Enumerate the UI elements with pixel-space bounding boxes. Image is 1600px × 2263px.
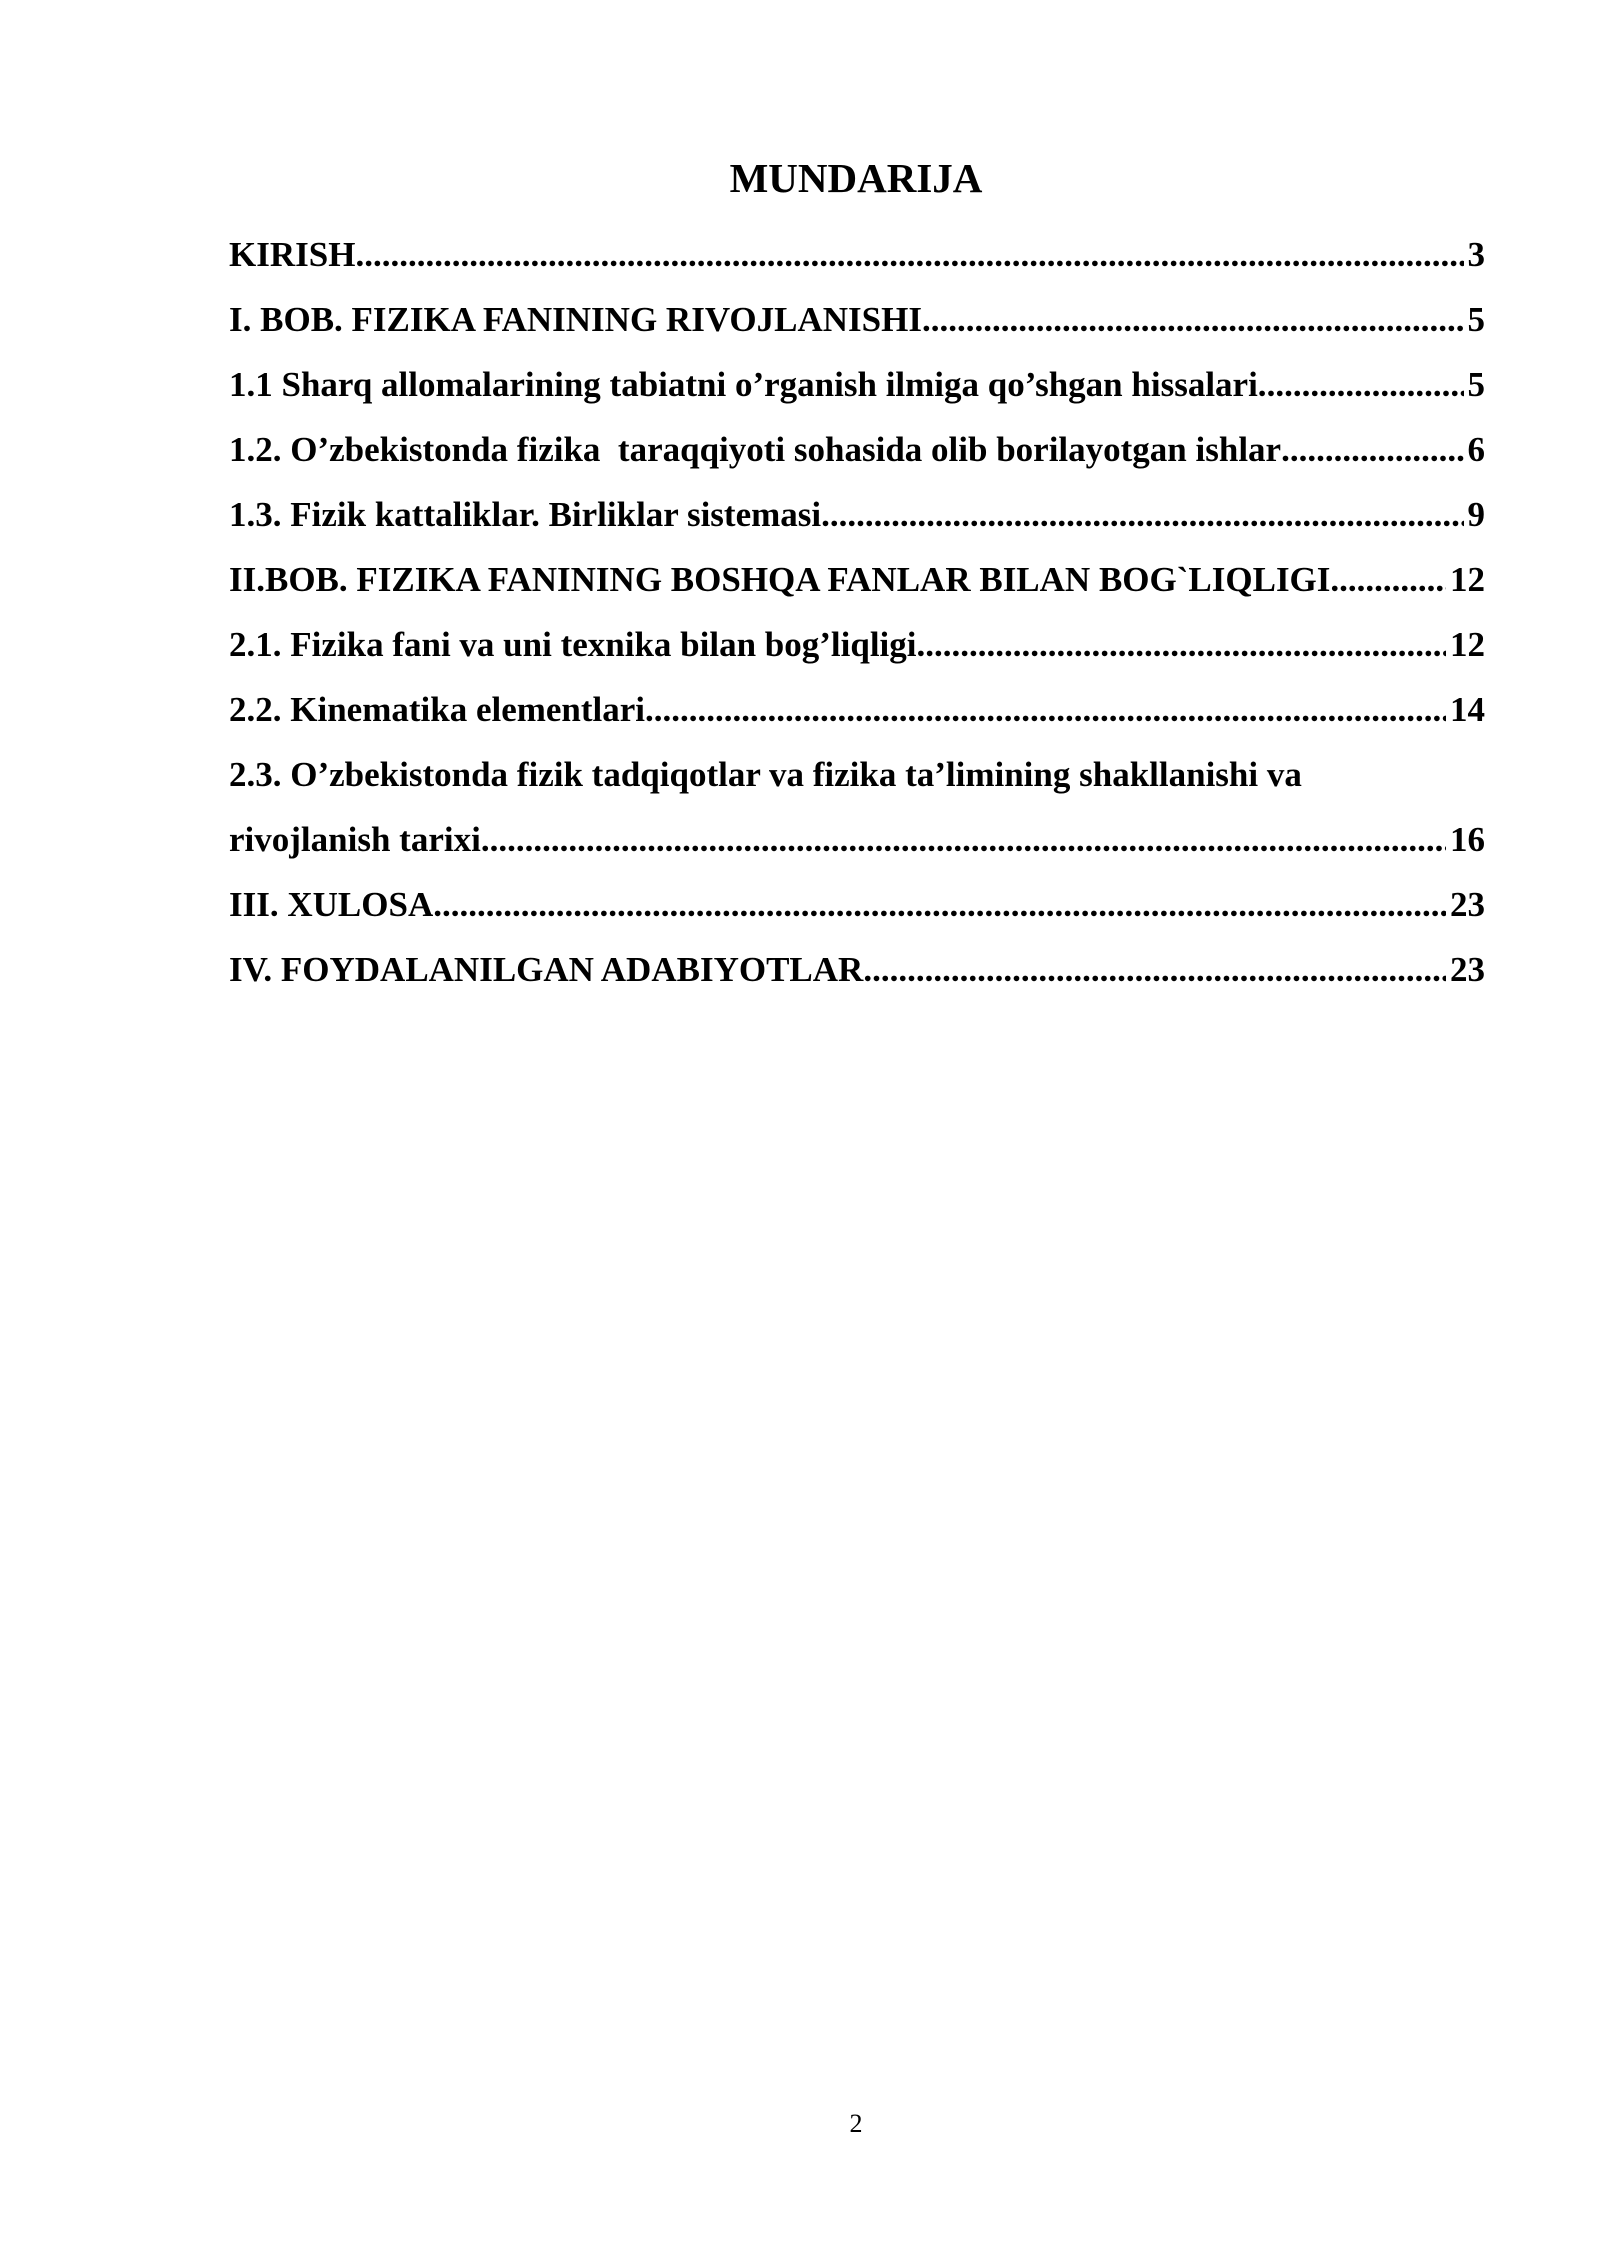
toc-entry-label: 1.2. O’zbekistonda fizika taraqqiyoti sohasida olib borilayotgan ishlar bbox=[229, 430, 1282, 469]
toc-entry-xulosa[interactable] bbox=[229, 872, 1485, 937]
toc-entry-label: 2.2. Kinematika elementlari bbox=[229, 690, 646, 729]
dot-leader bbox=[355, 222, 1463, 287]
toc-entry-label: II.BOB. FIZIKA FANINING BOSHQA FANLAR BILAN BOG`LIQLIGI. bbox=[229, 560, 1340, 599]
dot-leader bbox=[863, 937, 1446, 1002]
toc-entry-section-2-3[interactable] bbox=[229, 742, 1485, 872]
toc-entry-page: 5 bbox=[1467, 300, 1485, 339]
toc-title: MUNDARIJA bbox=[729, 155, 983, 201]
page-number: 2 bbox=[849, 2109, 863, 2138]
toc-entry-section-1-3[interactable] bbox=[229, 482, 1485, 547]
toc-entry-label: IV. FOYDALANILGAN ADABIYOTLAR bbox=[229, 950, 864, 989]
toc-entry-label: I. BOB. FIZIKA FANINING RIVOJLANISHI bbox=[229, 300, 922, 339]
dot-leader bbox=[481, 807, 1446, 872]
toc-entry-page: 14 bbox=[1450, 690, 1485, 729]
toc-entry-section-2-1[interactable] bbox=[229, 612, 1485, 677]
toc-entry-section-1-1[interactable] bbox=[229, 352, 1485, 417]
dot-leader bbox=[922, 287, 1464, 352]
toc-entry-chapter-1[interactable] bbox=[229, 287, 1485, 352]
dot-leader bbox=[1339, 547, 1446, 612]
dot-leader bbox=[917, 612, 1446, 677]
toc-entry-label: KIRISH bbox=[229, 235, 356, 274]
toc-entry-label: 1.1 Sharq allomalarining tabiatni o’rganish ilmiga qo’shgan hissalari. bbox=[229, 365, 1267, 404]
dot-leader bbox=[433, 872, 1446, 937]
toc-entry-page: 12 bbox=[1450, 625, 1485, 664]
toc-entry-label-line-1: 2.3. O’zbekistonda fizik tadqiqotlar va fizika ta’limining shakllanishi va bbox=[229, 755, 1302, 794]
toc-entry-page: 3 bbox=[1467, 235, 1485, 274]
toc-entry-page: 12 bbox=[1450, 560, 1485, 599]
dot-leader bbox=[645, 677, 1446, 742]
toc-entry-page: 5 bbox=[1467, 365, 1485, 404]
toc-entry-page: 23 bbox=[1450, 950, 1485, 989]
toc-entry-kirish[interactable] bbox=[229, 222, 1485, 287]
table-of-contents bbox=[229, 222, 1485, 1002]
toc-entry-page: 16 bbox=[1450, 820, 1485, 859]
toc-entry-label: 1.3. Fizik kattaliklar. Birliklar sistemasi bbox=[229, 495, 822, 534]
dot-leader bbox=[1281, 417, 1463, 482]
toc-entry-section-1-2[interactable] bbox=[229, 417, 1485, 482]
toc-entry-label: III. XULOSA bbox=[229, 885, 434, 924]
dot-leader bbox=[821, 482, 1463, 547]
toc-entry-page: 9 bbox=[1467, 495, 1485, 534]
toc-entry-adabiyotlar[interactable] bbox=[229, 937, 1485, 1002]
toc-entry-page: 23 bbox=[1450, 885, 1485, 924]
toc-entry-chapter-2[interactable] bbox=[229, 547, 1485, 612]
toc-entry-label: 2.1. Fizika fani va uni texnika bilan bog’liqligi bbox=[229, 625, 917, 664]
dot-leader bbox=[1267, 352, 1464, 417]
toc-entry-section-2-2[interactable] bbox=[229, 677, 1485, 742]
toc-entry-page: 6 bbox=[1467, 430, 1485, 469]
toc-entry-continuation bbox=[229, 807, 1485, 872]
toc-entry-label: rivojlanish tarixi bbox=[229, 820, 481, 859]
